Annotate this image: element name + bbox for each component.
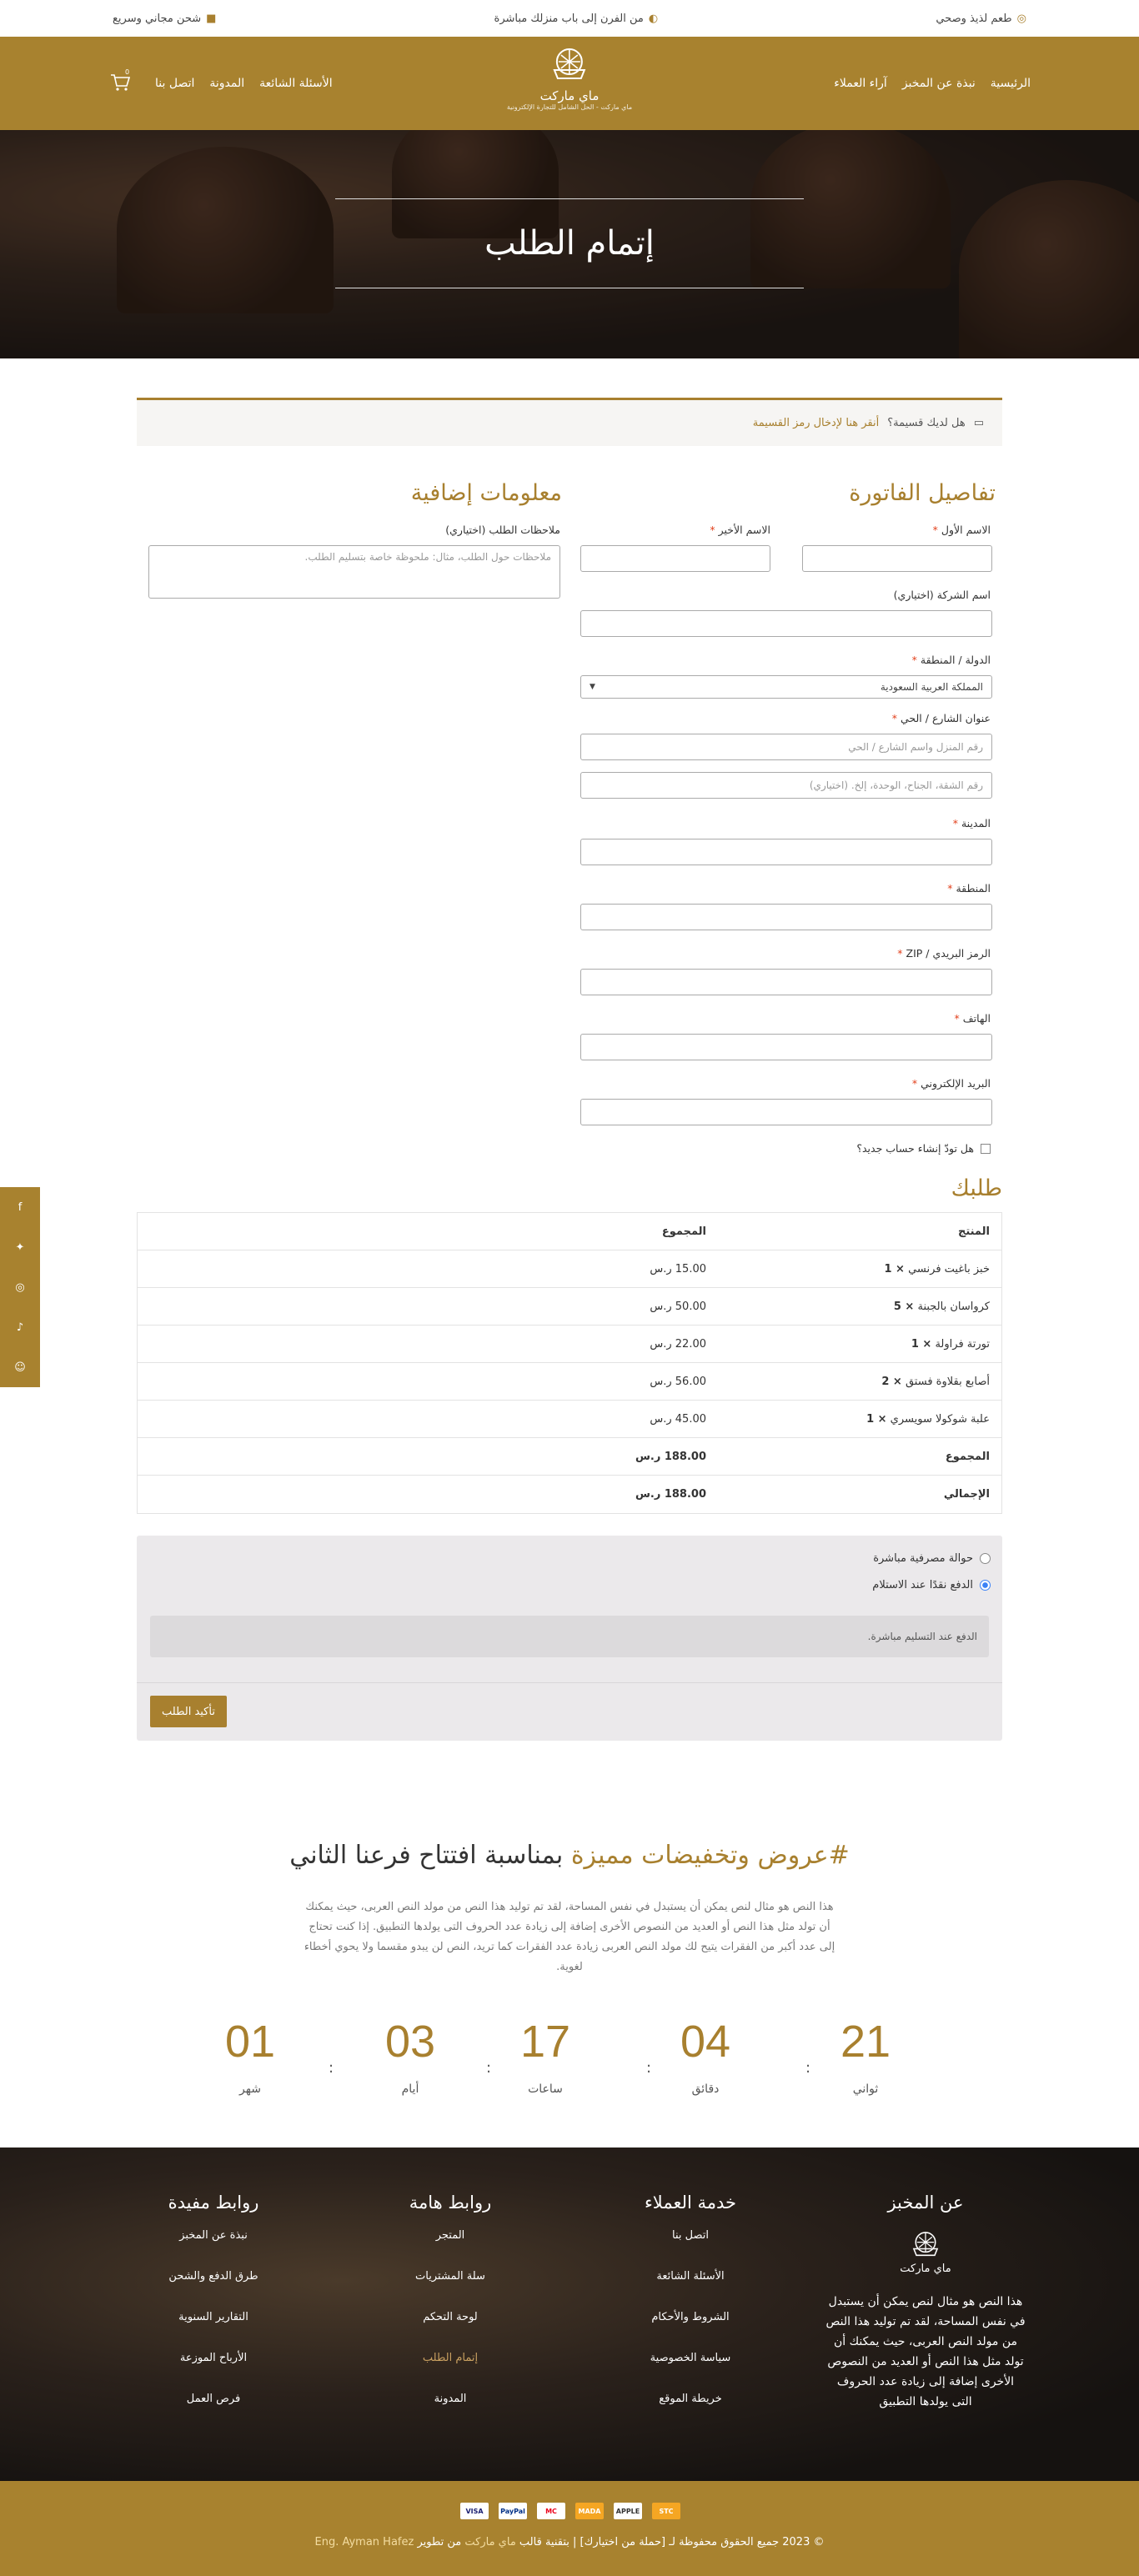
- footer-link-active[interactable]: إتمام الطلب: [422, 2352, 479, 2364]
- nav-link-reviews[interactable]: آراء العملاء: [834, 77, 887, 90]
- promo-title: #عروض وتخفيضات مميزة بمناسبة افتتاح فرعنا الثاني: [289, 1841, 850, 1870]
- nav-links-left: [155, 77, 333, 90]
- twitter-icon[interactable]: ✦: [15, 1240, 25, 1254]
- nav-links-right: [834, 77, 1031, 90]
- footer-useful: روابط مفيدة نبذة عن المخبز طرق الدفع والشحن التقارير السنوية الأرباح الموزعة فرص العمل: [113, 2193, 314, 2433]
- cart-icon: [110, 73, 130, 92]
- footer-link[interactable]: فرص العمل: [186, 2393, 241, 2405]
- basket-icon: [907, 2229, 944, 2259]
- stc-pay-icon: STC: [652, 2503, 680, 2519]
- footer-link[interactable]: الأسئلة الشائعة: [656, 2270, 725, 2283]
- payment-box: [137, 1536, 1002, 1741]
- payment-option-cod[interactable]: الدفع نقدًا عند الاستلام: [872, 1579, 991, 1591]
- order-review-table: [137, 1212, 1002, 1514]
- first-name-input[interactable]: [802, 545, 992, 572]
- create-account[interactable]: هل تودّ إنشاء حساب جديد؟: [856, 1142, 991, 1155]
- region-label: المنطقة *: [947, 882, 991, 895]
- basket-icon: [546, 45, 593, 83]
- copyright: © 2023 جميع الحقوق محفوظة لـ [حملة من اختيارك] | بتقنية قالب ماي ماركت من تطوير Eng. Ayman Hafez: [314, 2536, 825, 2548]
- zip-input[interactable]: [580, 969, 992, 995]
- visa-icon: VISA: [460, 2503, 489, 2519]
- page-title: إتمام الطلب: [484, 224, 655, 263]
- topbar-shipping: ■ شحن مجاني وسريع: [113, 12, 217, 25]
- cart-button[interactable]: [108, 68, 130, 93]
- nav-link-faq[interactable]: الأسئلة الشائعة: [259, 77, 333, 90]
- region-input[interactable]: [580, 904, 992, 930]
- create-account-checkbox[interactable]: [981, 1144, 991, 1154]
- mastercard-icon: MC: [537, 2503, 565, 2519]
- footer-link[interactable]: اتصل بنا: [672, 2229, 709, 2242]
- footer-link[interactable]: خريطة الموقع: [659, 2393, 722, 2405]
- footer-about: عن المخبز ماي ماركت هذا النص هو مثال لنص يمكن أن يستبدل في نفس المساحة، لقد تم توليد هذا النص من مولد النص العربى، حيث يمكنك أن تولد مثل هذا النص أو العديد من النصوص الأخرى إضافة إلى زيادة عدد الحروف التى يولدها التطبيق: [825, 2193, 1026, 2408]
- street2-input[interactable]: [580, 772, 992, 799]
- bottom-bar: [0, 2481, 1139, 2576]
- page-hero: [0, 130, 1139, 358]
- last-name-label: الاسم الأخير *: [710, 524, 770, 536]
- order-title: طلبك: [951, 1175, 1002, 1201]
- footer-link[interactable]: سلة المشتريات: [415, 2270, 485, 2283]
- footer-link[interactable]: الشروط والأحكام: [651, 2311, 730, 2323]
- payment-icons: [460, 2503, 680, 2519]
- payment-option-bank[interactable]: حوالة مصرفية مباشرة: [873, 1552, 991, 1565]
- order-notes-textarea[interactable]: ملاحظات حول الطلب، مثال: ملحوظة خاصة بتسليم الطلب.: [148, 545, 560, 599]
- paypal-icon: PayPal: [499, 2503, 527, 2519]
- billing-title: تفاصيل الفاتورة: [849, 480, 996, 506]
- topbar-taste: ◎ طعم لذيذ وصحي: [936, 12, 1026, 25]
- company-input[interactable]: [580, 610, 992, 637]
- place-order-button[interactable]: تأكيد الطلب: [150, 1696, 227, 1727]
- city-input[interactable]: [580, 839, 992, 865]
- footer-link[interactable]: المدونة: [434, 2393, 467, 2405]
- last-name-input[interactable]: [580, 545, 770, 572]
- cart-count: 0: [125, 68, 130, 76]
- footer-link[interactable]: المتجر: [435, 2229, 465, 2242]
- additional-title: معلومات إضافية: [410, 480, 562, 506]
- notes-label: ملاحظات الطلب (اختياري): [445, 524, 560, 536]
- country-label: الدولة / المنطقة *: [911, 654, 991, 666]
- facebook-icon[interactable]: f: [18, 1200, 23, 1214]
- first-name-label: الاسم الأول *: [932, 524, 991, 536]
- countdown-days: 03 أيام: [384, 2017, 436, 2096]
- oven-icon: ◐: [648, 12, 659, 25]
- site-logo[interactable]: ماي ماركت ماي ماركت - الحل الشامل للتجارة الإلكترونية: [507, 45, 632, 111]
- coupon-notice: ▭ هل لديك قسيمة؟ أنقر هنا لإدخال رمز القسيمة: [137, 398, 1002, 446]
- calendar-icon: ▭: [973, 417, 984, 429]
- social-sidebar: [0, 1187, 40, 1387]
- radio-cod[interactable]: [980, 1580, 991, 1591]
- phone-input[interactable]: [580, 1034, 992, 1060]
- nav-link-home[interactable]: الرئيسية: [990, 77, 1031, 90]
- countdown-minutes: 04 دقائق: [680, 2017, 731, 2096]
- table-row: أصابع بقلاوة فستق × 2 56.00 ر.س: [138, 1363, 1001, 1401]
- city-label: المدينة *: [952, 817, 991, 829]
- mada-icon: MADA: [575, 2503, 604, 2519]
- company-label: اسم الشركة (اختياري): [893, 589, 991, 601]
- nav-link-contact[interactable]: اتصل بنا: [155, 77, 195, 90]
- phone-label: الهاتف *: [954, 1012, 991, 1025]
- leaf-icon: ◎: [1016, 12, 1026, 25]
- truck-icon: ■: [206, 12, 217, 25]
- radio-bank[interactable]: [980, 1553, 991, 1564]
- table-row: علبة شوكولا سويسري × 1 45.00 ر.س: [138, 1401, 1001, 1438]
- country-select[interactable]: المملكة العربية السعودية ▼: [580, 675, 992, 699]
- zip-label: الرمز البريدي / ZIP *: [897, 947, 991, 960]
- table-row: خبز باغيت فرنسي × 1 15.00 ر.س: [138, 1250, 1001, 1288]
- nav-left: [108, 68, 333, 93]
- snapchat-icon[interactable]: ☺: [14, 1361, 26, 1374]
- hero-title-box: [335, 198, 804, 288]
- coupon-link[interactable]: أنقر هنا لإدخال رمز القسيمة: [752, 417, 880, 429]
- table-row: تورتة فراولة × 1 22.00 ر.س: [138, 1326, 1001, 1363]
- footer-important: روابط هامة المتجر سلة المشتريات لوحة التحكم إتمام الطلب المدونة: [350, 2193, 550, 2433]
- footer-service: خدمة العملاء اتصل بنا الأسئلة الشائعة الشروط والأحكام سياسة الخصوصية خريطة الموقع: [590, 2193, 790, 2433]
- table-header: المنتج المجموع: [138, 1213, 1001, 1250]
- countdown-hours: 17 ساعات: [519, 2017, 571, 2096]
- footer-link[interactable]: الأرباح الموزعة: [179, 2352, 248, 2364]
- email-input[interactable]: [580, 1099, 992, 1125]
- payment-description: الدفع عند التسليم مباشرة.: [150, 1616, 989, 1657]
- table-row: كرواسان بالجبنة × 5 50.00 ر.س: [138, 1288, 1001, 1326]
- footer-link[interactable]: التقارير السنوية: [178, 2311, 248, 2323]
- top-bar: [0, 0, 1139, 37]
- total-row: الإجمالي 188.00 ر.س: [635, 1488, 990, 1501]
- countdown-seconds: 21 ثواني: [840, 2017, 891, 2096]
- instagram-icon[interactable]: ◎: [15, 1280, 25, 1294]
- site-footer: [0, 2148, 1139, 2481]
- chevron-down-icon: ▼: [590, 683, 595, 691]
- apple-pay-icon: APPLE: [614, 2503, 642, 2519]
- countdown-months: 01 شهر: [224, 2017, 276, 2096]
- footer-link[interactable]: سياسة الخصوصية: [650, 2352, 731, 2364]
- nav-link-blog[interactable]: المدونة: [209, 77, 245, 90]
- street-label: عنوان الشارع / الحي *: [891, 712, 991, 724]
- subtotal-row: المجموع 188.00 ر.س: [138, 1438, 1001, 1476]
- topbar-oven: ◐ من الفرن إلى باب منزلك مباشرة: [494, 12, 659, 25]
- footer-link[interactable]: لوحة التحكم: [423, 2311, 478, 2323]
- tiktok-icon[interactable]: ♪: [16, 1321, 24, 1334]
- nav-link-about[interactable]: نبذة عن المخبز: [901, 77, 976, 90]
- main-nav: [0, 37, 1139, 130]
- promo-text: هذا النص هو مثال لنص يمكن أن يستبدل في نفس المساحة، لقد تم توليد هذا النص من مولد النص العربى، حيث يمكنك أن تولد مثل هذا النص أو العديد من النصوص الأخرى إضافة إلى زيادة عدد الحروف التى يولدها التطبيق. إذا كنت تحتاج إلى عدد أكبر من الفقرات يتيح لك مولد النص العربى زيادة عدد الفقرات كما تريد، النص لن يبدو مقسما ولا يحوي أخطاء لغوية.: [304, 1901, 835, 1973]
- street-input[interactable]: [580, 734, 992, 760]
- footer-link[interactable]: طرق الدفع والشحن: [168, 2270, 258, 2283]
- footer-link[interactable]: نبذة عن المخبز: [179, 2229, 248, 2242]
- email-label: البريد الإلكتروني *: [911, 1077, 991, 1090]
